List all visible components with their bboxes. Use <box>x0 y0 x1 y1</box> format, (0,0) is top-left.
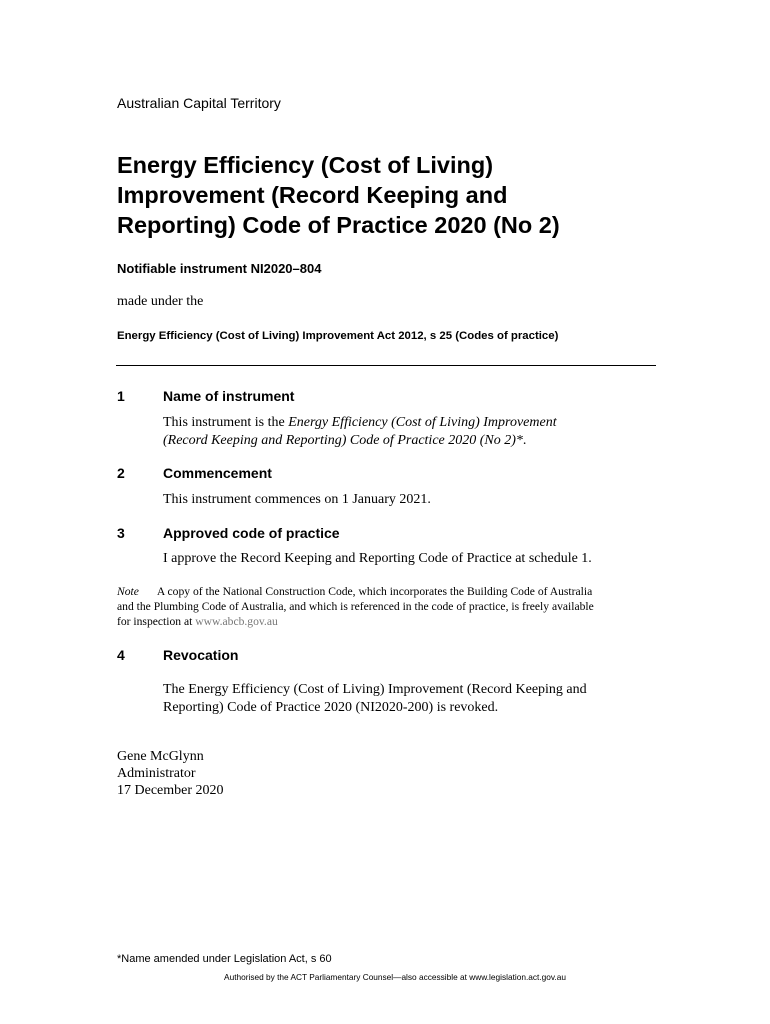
section-4-body <box>163 681 658 717</box>
note-line-3: for inspection at <box>117 615 196 628</box>
note-block <box>117 584 657 629</box>
section-2-heading: Commencement <box>163 465 272 481</box>
made-under-text: made under the <box>117 294 204 309</box>
title-line-2: Improvement (Record Keeping and <box>117 182 508 208</box>
section-2-number: 2 <box>117 465 125 481</box>
header-divider <box>116 365 656 366</box>
note-label: Note <box>117 585 139 598</box>
section-4-heading: Revocation <box>163 647 239 663</box>
section-1-body-prefix: This instrument is the <box>163 415 289 430</box>
section-3-body: I approve the Record Keeping and Reporting Code of Practice at schedule 1. <box>163 551 592 566</box>
section-1-heading: Name of instrument <box>163 388 295 404</box>
section-4-number: 4 <box>117 647 125 663</box>
signatory-role: Administrator <box>117 766 196 781</box>
note-line-2: and the Plumbing Code of Australia, and which is referenced in the code of practice, is freely available <box>117 600 594 613</box>
signoff-date: 17 December 2020 <box>117 783 224 798</box>
signoff-block <box>117 748 224 799</box>
section-1-instrument-name-line-2: (Record Keeping and Reporting) Code of Practice 2020 (No 2)* <box>163 433 523 448</box>
section-3-number: 3 <box>117 525 125 541</box>
section-2-body: This instrument commences on 1 January 2021. <box>163 492 431 507</box>
section-1-instrument-name-line-1: Energy Efficiency (Cost of Living) Improvement <box>288 415 557 430</box>
title-line-3: Reporting) Code of Practice 2020 (No 2) <box>117 212 560 238</box>
title-line-1: Energy Efficiency (Cost of Living) <box>117 152 494 178</box>
section-1-body <box>163 414 658 450</box>
notifiable-instrument-number: Notifiable instrument NI2020–804 <box>117 261 322 276</box>
signatory-name: Gene McGlynn <box>117 749 204 764</box>
section-1-number: 1 <box>117 388 125 404</box>
note-line-1: A copy of the National Construction Code, which incorporates the Building Code of Australia <box>156 585 593 598</box>
section-3-heading: Approved code of practice <box>163 525 340 541</box>
enabling-act: Energy Efficiency (Cost of Living) Improvement Act 2012, s 25 (Codes of practice) <box>117 330 559 342</box>
page-footer: Authorised by the ACT Parliamentary Counsel—also accessible at www.legislation.act.gov.au <box>224 972 566 982</box>
section-4-body-line-2: Reporting) Code of Practice 2020 (NI2020-200) is revoked. <box>163 700 499 715</box>
section-4-body-line-1: The Energy Efficiency (Cost of Living) Improvement (Record Keeping and <box>163 682 587 697</box>
footnote: *Name amended under Legislation Act, s 60 <box>117 953 332 965</box>
document-title <box>117 150 677 240</box>
jurisdiction-label: Australian Capital Territory <box>117 95 281 111</box>
abcb-link[interactable]: www.abcb.gov.au <box>195 615 278 628</box>
section-1-body-suffix: . <box>522 433 527 448</box>
